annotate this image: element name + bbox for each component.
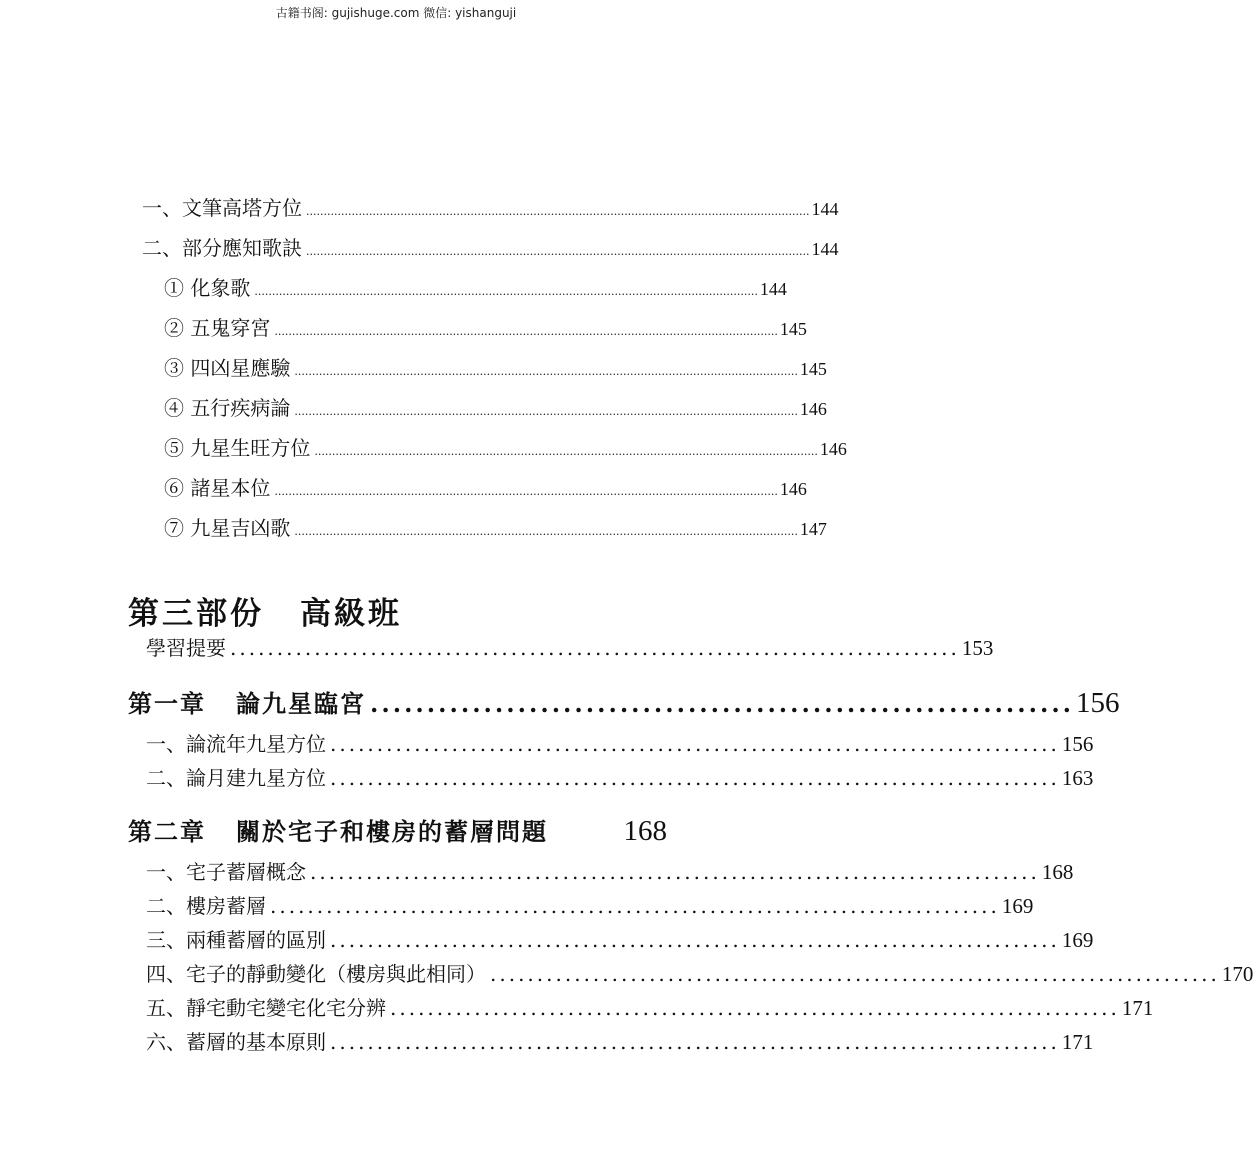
part-title <box>128 588 402 633</box>
toc-entry-label: 二、論月建九星方位 <box>146 766 326 790</box>
chapter-title: 關於宅子和樓房的蓄層問題 <box>236 817 548 846</box>
toc-entry-page: 147 <box>799 519 827 539</box>
toc-entry[interactable] <box>146 632 994 660</box>
toc-entry[interactable] <box>146 728 1094 756</box>
dot-leader: ................................................................................................................................................ <box>274 325 778 338</box>
dot-leader: ................................................................................................................................................ <box>254 285 758 298</box>
dot-leader: .............................................................................. <box>330 928 1060 952</box>
chapter-heading[interactable] <box>128 812 667 846</box>
toc-entry-page: 146 <box>779 479 807 499</box>
toc-entry[interactable] <box>146 856 1074 884</box>
chapter-page: 168 <box>623 815 667 847</box>
toc-entry-page: 156 <box>1061 732 1094 756</box>
chapter-page: 156 <box>1076 687 1120 719</box>
toc-entry-label: ③ 四凶星應驗 <box>164 356 291 380</box>
toc-entry[interactable] <box>142 232 839 260</box>
toc-entry-label: 一、論流年九星方位 <box>146 732 326 756</box>
dot-leader: ................................................................................................................................................ <box>306 245 810 258</box>
toc-entry-label: ④ 五行疾病論 <box>164 396 291 420</box>
toc-subentry[interactable] <box>164 472 807 500</box>
toc-entry-label: 六、蓄層的基本原則 <box>146 1030 326 1054</box>
toc-entry-page: 171 <box>1061 1030 1094 1054</box>
chapter-heading[interactable] <box>128 684 1120 719</box>
toc-entry-label: ⑥ 諸星本位 <box>164 476 271 500</box>
toc-entry-label: ⑦ 九星吉凶歌 <box>164 516 291 540</box>
dot-leader: .............................................................................. <box>330 1030 1060 1054</box>
dot-leader: .............................................................................. <box>330 732 1060 756</box>
toc-entry-label: ② 五鬼穿宮 <box>164 316 271 340</box>
toc-subentry[interactable] <box>164 432 847 460</box>
toc-entry-label: 五、靜宅動宅變宅化宅分辨 <box>146 996 386 1020</box>
toc-subentry[interactable] <box>164 352 827 380</box>
toc-subentry[interactable] <box>164 512 827 540</box>
toc-entry[interactable] <box>146 958 1253 986</box>
dot-leader: .............................................................................. <box>270 894 1000 918</box>
chapter-number: 第一章 <box>128 689 206 718</box>
dot-leader: ................................................................................................................................................ <box>294 405 798 418</box>
toc-subentry[interactable] <box>164 392 827 420</box>
watermark: 古籍书阁: gujishuge.com 微信: yishanguji <box>275 6 517 20</box>
chapter-number: 第二章 <box>128 817 206 846</box>
toc-entry-label: 一、宅子蓄層概念 <box>146 860 306 884</box>
toc-entry-page: 145 <box>779 319 807 339</box>
dot-leader: ................................................................................................................................................ <box>274 485 778 498</box>
part-number: 第三部份 <box>128 596 264 632</box>
toc-entry-label: 二、樓房蓄層 <box>146 894 266 918</box>
toc-entry-page: 170 <box>1221 962 1253 986</box>
dot-leader: .............................................................................. <box>310 860 1040 884</box>
dot-leader: .............................................................................. <box>330 766 1060 790</box>
toc-entry[interactable] <box>146 1026 1094 1054</box>
chapter-label <box>128 684 370 719</box>
dot-leader: ................................................................................................................................................ <box>314 445 818 458</box>
toc-entry-label: ⑤ 九星生旺方位 <box>164 436 311 460</box>
toc-entry-label: 四、宅子的靜動變化（樓房與此相同） <box>146 962 486 986</box>
part-name: 高級班 <box>300 596 402 632</box>
chapter-title: 論九星臨宮 <box>236 689 366 718</box>
toc-entry-page: 163 <box>1061 766 1094 790</box>
chapter-label <box>128 812 552 847</box>
toc-entry[interactable] <box>146 890 1034 918</box>
toc-subentry[interactable] <box>164 272 787 300</box>
toc-entry[interactable] <box>146 992 1154 1020</box>
toc-entry-page: 169 <box>1061 928 1094 952</box>
toc-entry-label: 一、文筆高塔方位 <box>142 196 302 220</box>
toc-entry-page: 145 <box>799 359 827 379</box>
toc-entry-page: 144 <box>811 199 839 219</box>
dot-leader: ................................................................................................................................................ <box>306 205 810 218</box>
toc-entry-page: 168 <box>1041 860 1074 884</box>
dot-leader: .............................................................................. <box>230 636 960 660</box>
toc-entry-page: 144 <box>759 279 787 299</box>
toc-entry-page: 144 <box>811 239 839 259</box>
toc-entry[interactable] <box>146 762 1094 790</box>
toc-entry-label: 三、兩種蓄層的區別 <box>146 928 326 952</box>
dot-leader: ................................................................................................................................................ <box>294 365 798 378</box>
toc-entry-page: 153 <box>961 636 994 660</box>
dot-leader: .............................................................................. <box>390 996 1120 1020</box>
toc-entry[interactable] <box>146 924 1094 952</box>
dot-leader: .............................................................. <box>370 689 1075 718</box>
dot-leader: .............................................................................. <box>490 962 1220 986</box>
toc-entry[interactable] <box>142 192 839 220</box>
toc-entry-page: 146 <box>819 439 847 459</box>
toc-subentry[interactable] <box>164 312 807 340</box>
toc-entry-label: 學習提要 <box>146 636 226 660</box>
toc-entry-label: 二、部分應知歌訣 <box>142 236 302 260</box>
toc-entry-page: 146 <box>799 399 827 419</box>
toc-entry-page: 169 <box>1001 894 1034 918</box>
toc-entry-page: 171 <box>1121 996 1154 1020</box>
dot-leader: ................................................................................................................................................ <box>294 525 798 538</box>
toc-entry-label: ① 化象歌 <box>164 276 251 300</box>
